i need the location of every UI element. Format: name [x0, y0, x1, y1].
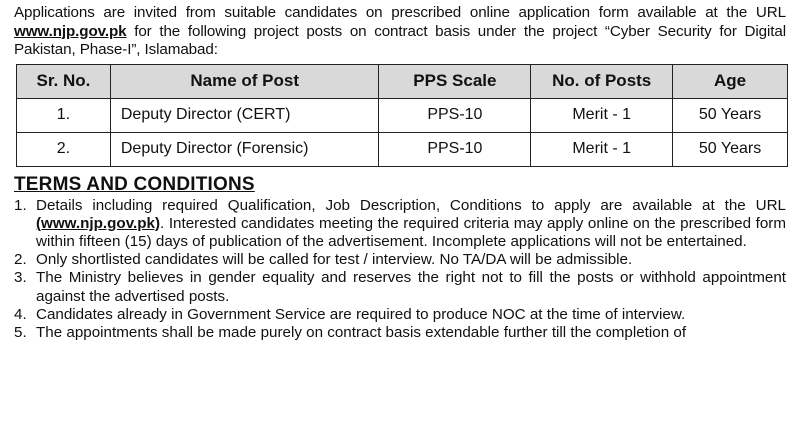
posts-table: [16, 64, 788, 167]
list-item: [14, 197, 786, 252]
intro-text-after: for the following project posts on contract basis under the project “Cyber Security for Digital Pakistan, Phase-I”, Islamabad:: [14, 22, 786, 58]
terms-heading: TERMS AND CONDITIONS: [14, 173, 255, 195]
term-text-after: . Interested candidates meeting the required criteria may apply online on the prescribed form within fifteen (15) days of publication of the advertisement. Incomplete applications will not be entertained.: [36, 214, 786, 250]
terms-list: [14, 197, 786, 343]
list-item: [14, 269, 786, 305]
header-pps-scale: PPS Scale: [379, 64, 531, 98]
term-text: The Ministry believes in gender equality and reserves the right not to fill the posts or withhold appointment against the advertised posts.: [36, 269, 786, 305]
term-text: [36, 197, 786, 252]
term-text: Candidates already in Government Service are required to produce NOC at the time of interview.: [36, 305, 686, 323]
list-item: [14, 306, 786, 324]
intro-text-before: Applications are invited from suitable candidates on prescribed online application form available at the URL: [14, 4, 786, 21]
cell-post-name: Deputy Director (CERT): [110, 98, 379, 132]
term-text-before: Details including required Qualification, Job Description, Conditions to apply are available at the URL: [36, 196, 786, 214]
cell-sr-no: 2.: [17, 132, 111, 166]
term-text: Only shortlisted candidates will be called for test / interview. No TA/DA will be admissible.: [36, 251, 633, 269]
cell-no-of-posts: Merit - 1: [531, 98, 673, 132]
table-header-row: [17, 64, 788, 98]
intro-url-link[interactable]: www.njp.gov.pk: [14, 22, 127, 40]
header-age: Age: [673, 64, 788, 98]
header-name-of-post: Name of Post: [110, 64, 379, 98]
header-no-of-posts: No. of Posts: [531, 64, 673, 98]
cell-sr-no: 1.: [17, 98, 111, 132]
list-item: [14, 251, 786, 269]
cell-no-of-posts: Merit - 1: [531, 132, 673, 166]
header-sr-no: Sr. No.: [17, 64, 111, 98]
intro-paragraph: [14, 4, 786, 60]
cell-age: 50 Years: [673, 98, 788, 132]
term-text: The appointments shall be made purely on contract basis extendable further till the completion of: [36, 323, 687, 341]
term-number: 4.: [14, 305, 27, 323]
term-url-link[interactable]: (www.njp.gov.pk): [36, 214, 161, 232]
cell-age: 50 Years: [673, 132, 788, 166]
table-row: [17, 132, 788, 166]
cell-pps-scale: PPS-10: [379, 98, 531, 132]
term-number: 5.: [14, 323, 27, 341]
cell-post-name: Deputy Director (Forensic): [110, 132, 379, 166]
term-number: 1.: [14, 196, 27, 214]
cell-pps-scale: PPS-10: [379, 132, 531, 166]
list-item: [14, 324, 786, 342]
table-row: [17, 98, 788, 132]
term-number: 3.: [14, 269, 27, 287]
term-number: 2.: [14, 251, 27, 269]
